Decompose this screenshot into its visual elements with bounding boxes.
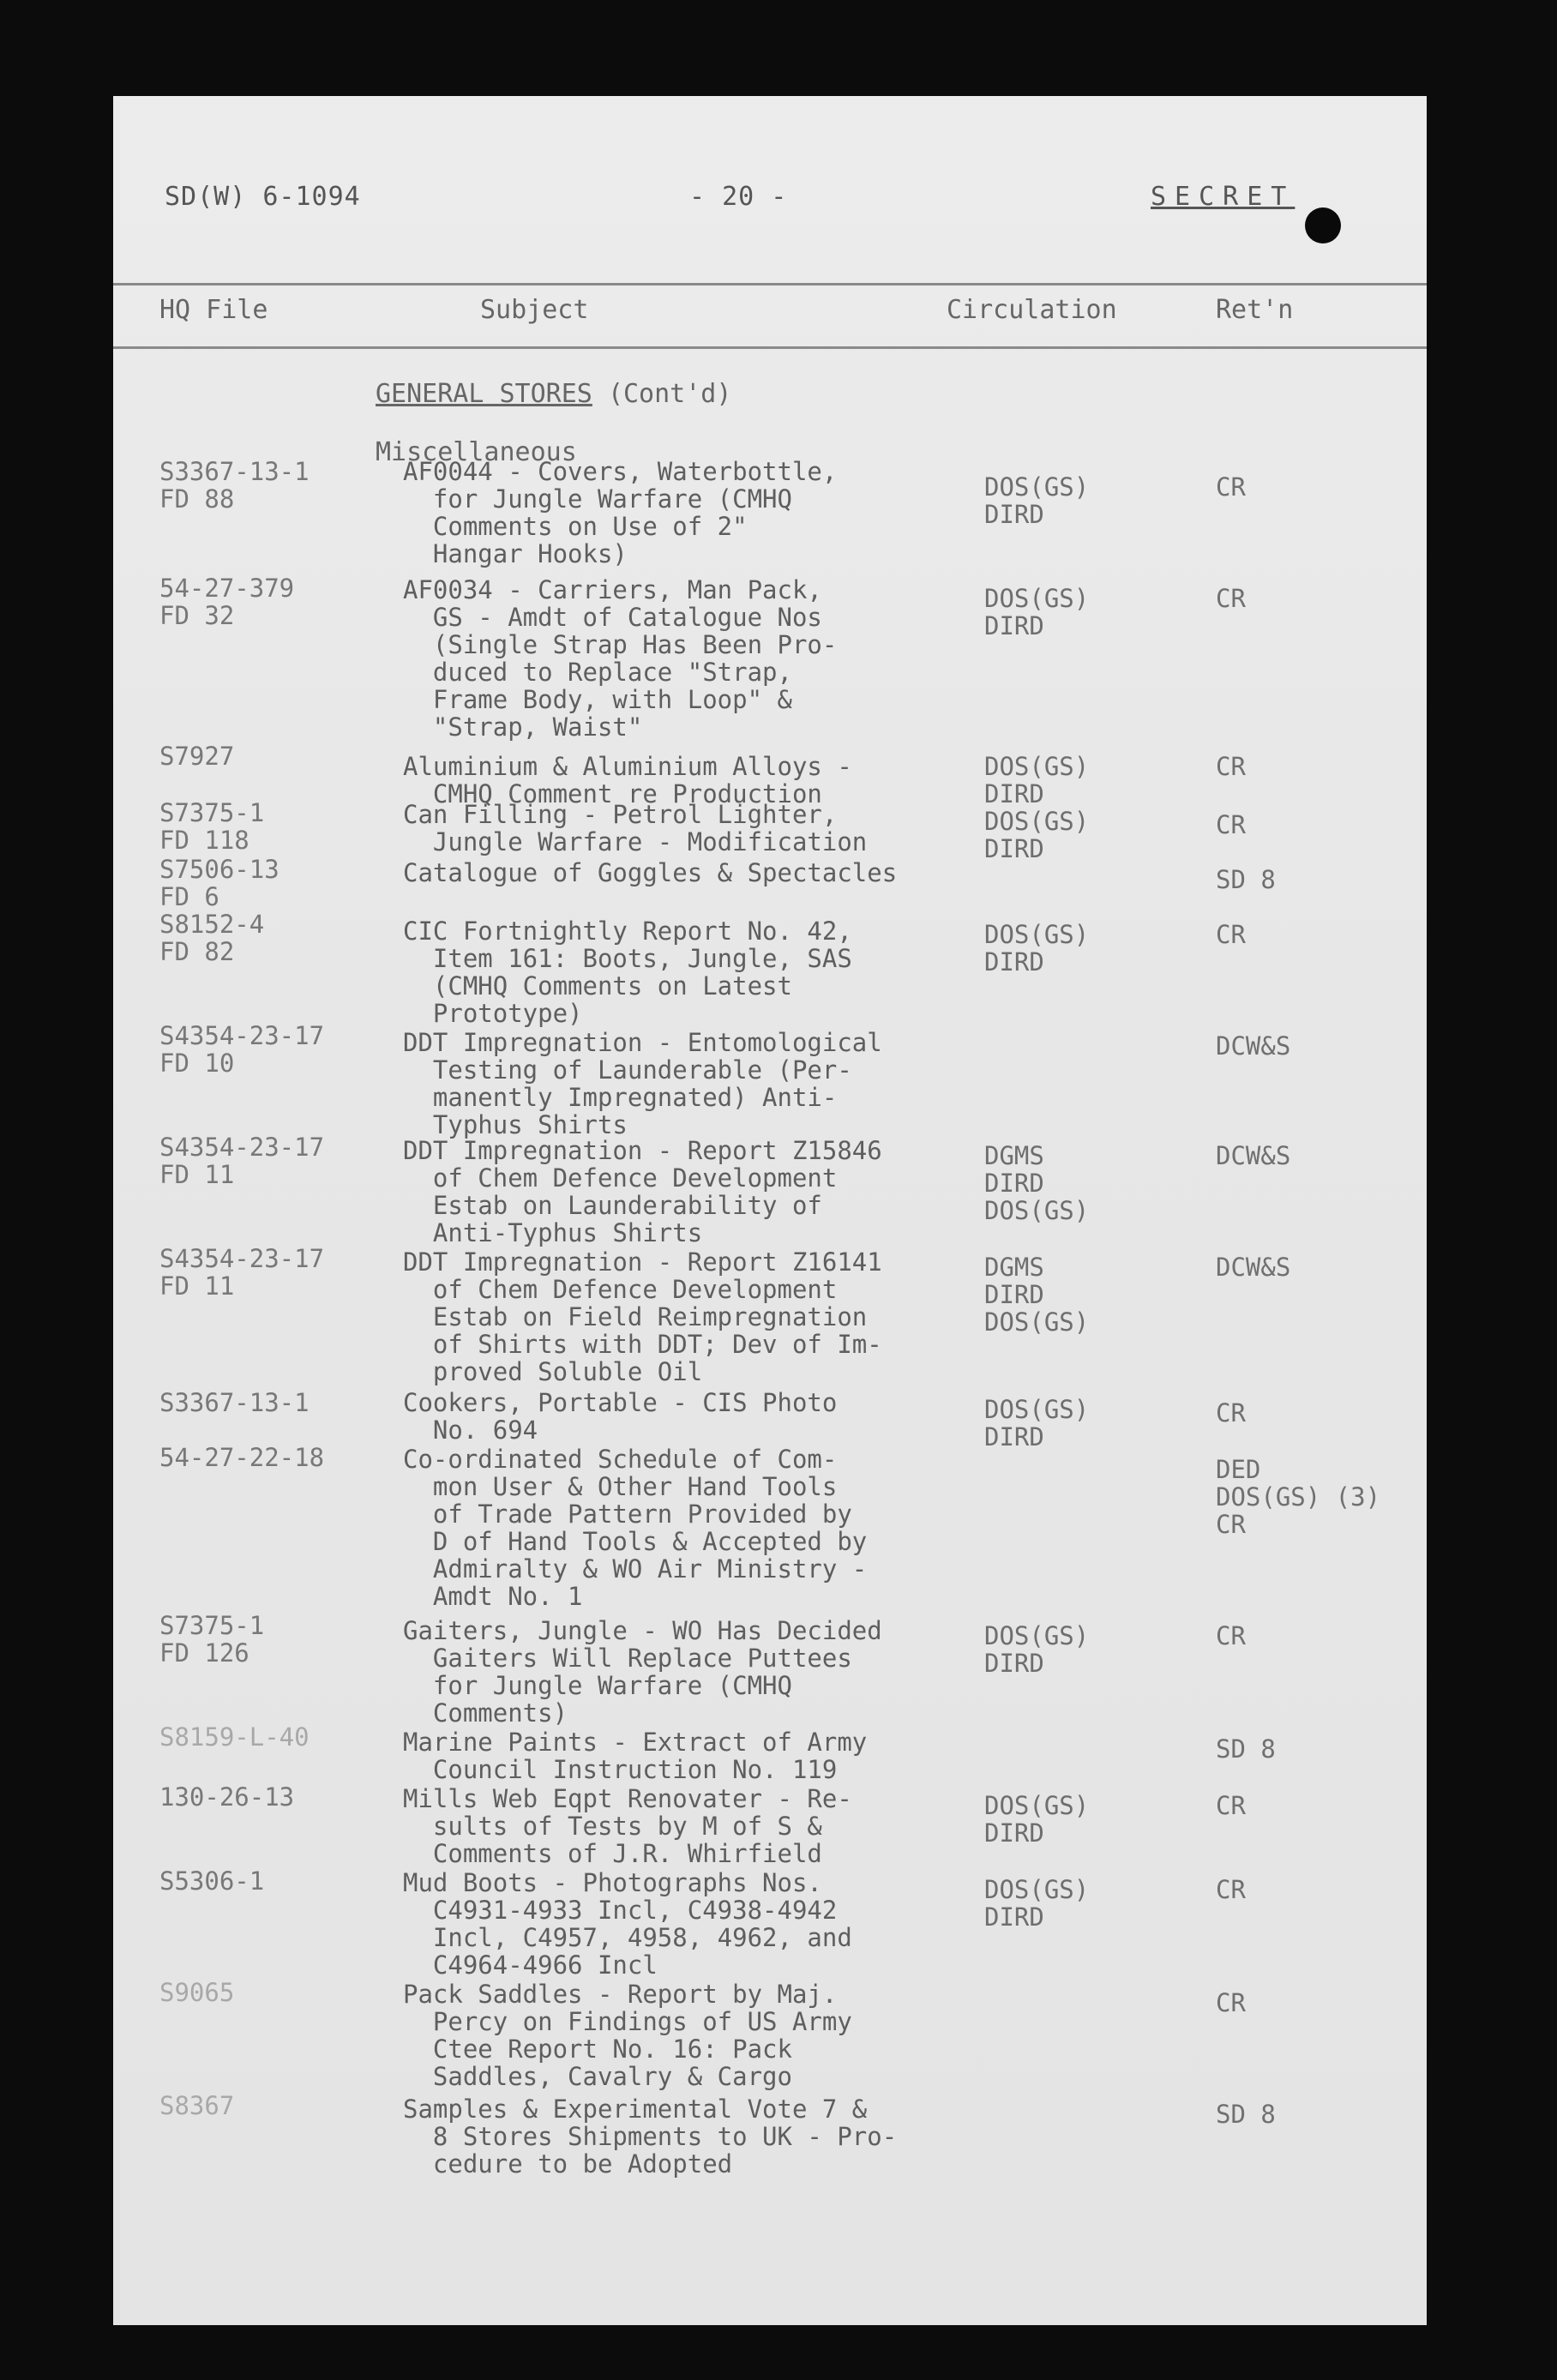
subsection-heading: Miscellaneous	[376, 437, 577, 467]
row-5-hq-file: S7506-13 FD 6	[159, 855, 280, 911]
row-14-hq-file: 130-26-13	[159, 1782, 295, 1812]
row-4-hq-file: S7375-1 FD 118	[159, 798, 265, 855]
header-rule-bottom	[113, 346, 1427, 349]
row-9-retn: DCW&S	[1216, 1253, 1291, 1282]
row-10-hq-file: S3367-13-1	[159, 1388, 310, 1417]
row-10-subject: Cookers, Portable - CIS Photo No. 694	[403, 1388, 838, 1445]
row-9-subject: DDT Impregnation - Report Z16141 of Chem Defence Development Estab on Field Reimpregnation of Shirts with DDT; Dev of Im- proved Soluble Oil	[403, 1247, 882, 1386]
row-13-hq-file: S8159-L-40	[159, 1722, 310, 1752]
row-6-subject: CIC Fortnightly Report No. 42, Item 161: Boots, Jungle, SAS (CMHQ Comments on Latest Prototype)	[403, 917, 852, 1028]
row-8-subject: DDT Impregnation - Report Z15846 of Chem Defence Development Estab on Launderability of Anti-Typhus Shirts	[403, 1136, 882, 1247]
column-header-subject: Subject	[480, 295, 589, 325]
row-7-subject: DDT Impregnation - Entomological Testing of Launderable (Per- manently Impregnated) Anti- Typhus Shirts	[403, 1028, 882, 1139]
row-12-hq-file: S7375-1 FD 126	[159, 1611, 265, 1668]
punch-hole	[1305, 207, 1341, 243]
row-5-retn: SD 8	[1216, 865, 1276, 894]
row-3-subject: Aluminium & Aluminium Alloys - CMHQ Comment re Production	[403, 752, 852, 808]
document-page	[113, 96, 1427, 2325]
section-heading	[376, 379, 731, 409]
row-1-circulation: DOS(GS) DIRD	[984, 472, 1090, 529]
column-header-circulation: Circulation	[947, 295, 1117, 325]
row-6-retn: CR	[1216, 920, 1246, 949]
row-4-circulation: DOS(GS) DIRD	[984, 807, 1090, 863]
row-13-retn: SD 8	[1216, 1734, 1276, 1764]
row-17-subject: Samples & Experimental Vote 7 & 8 Stores Shipments to UK - Pro- cedure to be Adopted	[403, 2095, 898, 2179]
row-8-circulation: DGMS DIRD DOS(GS)	[984, 1141, 1090, 1225]
row-12-retn: CR	[1216, 1621, 1246, 1650]
row-17-hq-file: S8367	[159, 2091, 235, 2120]
row-6-circulation: DOS(GS) DIRD	[984, 920, 1090, 977]
row-2-circulation: DOS(GS) DIRD	[984, 584, 1090, 640]
row-14-subject: Mills Web Eqpt Renovater - Re- sults of Tests by M of S & Comments of J.R. Whirfield	[403, 1784, 852, 1868]
row-16-hq-file: S9065	[159, 1978, 235, 2007]
row-11-retn: DED DOS(GS) (3) CR	[1216, 1455, 1381, 1539]
row-1-subject: AF0044 - Covers, Waterbottle, for Jungle Warfare (CMHQ Comments on Use of 2" Hangar Hooks)	[403, 457, 838, 568]
row-8-retn: DCW&S	[1216, 1141, 1291, 1170]
row-2-subject: AF0034 - Carriers, Man Pack, GS - Amdt of Catalogue Nos (Single Strap Has Been Pro- duced to Replace "Strap, Frame Body, with Loop" & "Strap, Waist"	[403, 575, 838, 742]
row-15-subject: Mud Boots - Photographs Nos. C4931-4933 Incl, C4938-4942 Incl, C4957, 4958, 4962, and C4964-4966 Incl	[403, 1868, 852, 1980]
row-8-hq-file: S4354-23-17 FD 11	[159, 1133, 325, 1189]
document-reference: SD(W) 6-1094	[165, 182, 361, 212]
row-10-circulation: DOS(GS) DIRD	[984, 1395, 1090, 1451]
row-12-circulation: DOS(GS) DIRD	[984, 1621, 1090, 1678]
row-9-hq-file: S4354-23-17 FD 11	[159, 1244, 325, 1301]
column-header-retn: Ret'n	[1216, 295, 1294, 325]
row-5-subject: Catalogue of Goggles & Spectacles	[403, 858, 898, 887]
row-16-subject: Pack Saddles - Report by Maj. Percy on Findings of US Army Ctee Report No. 16: Pack Saddles, Cavalry & Cargo	[403, 1980, 852, 2091]
header-rule-top	[113, 283, 1427, 285]
row-4-subject: Can Filling - Petrol Lighter, Jungle Warfare - Modification	[403, 800, 868, 856]
row-3-retn: CR	[1216, 752, 1246, 781]
row-14-retn: CR	[1216, 1791, 1246, 1820]
row-2-retn: CR	[1216, 584, 1246, 613]
row-12-subject: Gaiters, Jungle - WO Has Decided Gaiters Will Replace Puttees for Jungle Warfare (CMHQ Comments)	[403, 1616, 882, 1728]
row-7-retn: DCW&S	[1216, 1031, 1291, 1061]
row-14-circulation: DOS(GS) DIRD	[984, 1791, 1090, 1848]
section-suffix: (Cont'd)	[607, 379, 732, 409]
row-11-subject: Co-ordinated Schedule of Com- mon User & Other Hand Tools of Trade Pattern Provided by D of Hand Tools & Accepted by Admiralty & WO Air Ministry - Amdt No. 1	[403, 1445, 868, 1611]
row-15-hq-file: S5306-1	[159, 1866, 265, 1896]
row-11-hq-file: 54-27-22-18	[159, 1443, 325, 1472]
row-4-retn: CR	[1216, 810, 1246, 839]
row-6-hq-file: S8152-4 FD 82	[159, 910, 265, 966]
row-15-circulation: DOS(GS) DIRD	[984, 1875, 1090, 1932]
row-13-subject: Marine Paints - Extract of Army Council Instruction No. 119	[403, 1728, 868, 1784]
row-1-hq-file: S3367-13-1 FD 88	[159, 457, 310, 514]
section-title: GENERAL STORES	[376, 379, 592, 409]
row-3-hq-file: S7927	[159, 742, 235, 771]
row-1-retn: CR	[1216, 472, 1246, 502]
page-number: - 20 -	[689, 182, 788, 212]
row-7-hq-file: S4354-23-17 FD 10	[159, 1021, 325, 1078]
row-16-retn: CR	[1216, 1988, 1246, 2017]
classification-marking: SECRET	[1151, 182, 1295, 212]
column-header-hq-file: HQ File	[159, 295, 268, 325]
row-9-circulation: DGMS DIRD DOS(GS)	[984, 1253, 1090, 1337]
row-15-retn: CR	[1216, 1875, 1246, 1904]
row-2-hq-file: 54-27-379 FD 32	[159, 574, 295, 630]
row-17-retn: SD 8	[1216, 2100, 1276, 2129]
row-3-circulation: DOS(GS) DIRD	[984, 752, 1090, 808]
row-10-retn: CR	[1216, 1398, 1246, 1427]
